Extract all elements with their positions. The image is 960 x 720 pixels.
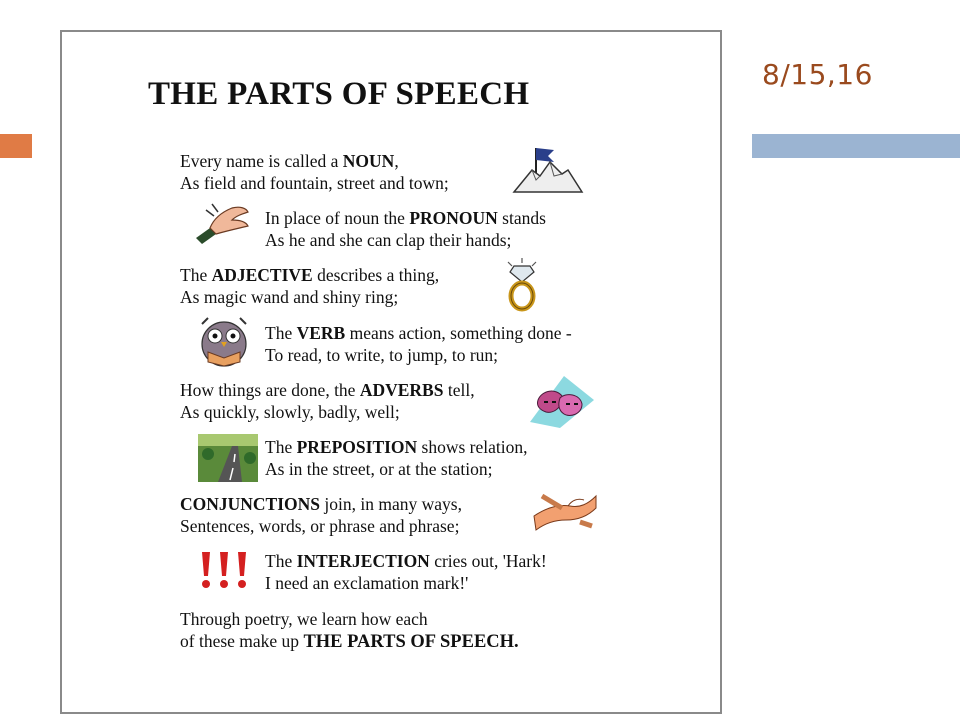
- text: As field and fountain, street and town;: [180, 173, 449, 193]
- text: describes a thing,: [312, 265, 440, 285]
- keyword: CONJUNCTIONS: [180, 494, 321, 514]
- keyword: THE PARTS OF SPEECH.: [303, 632, 519, 652]
- theater-masks-icon: [524, 374, 600, 430]
- stanza-line-1: [180, 493, 462, 515]
- text: The: [265, 437, 297, 457]
- stanza-line-1: [180, 150, 449, 172]
- stanza-adverbs: [180, 379, 475, 423]
- mountain-flag-icon: [510, 140, 584, 194]
- stanza-conjunctions: [180, 493, 462, 537]
- text: The: [180, 265, 212, 285]
- text: The: [265, 551, 297, 571]
- stanza-verb: [265, 322, 572, 366]
- text: To read, to write, to jump, to run;: [265, 345, 499, 365]
- text: cries out, 'Hark!: [429, 551, 547, 571]
- text: shows relation,: [417, 437, 528, 457]
- closing-stanza: [180, 608, 519, 653]
- text: In place of noun the: [265, 208, 410, 228]
- stanza-line-1: [265, 550, 547, 572]
- stanza-line-2: [180, 172, 449, 194]
- text: ,: [394, 151, 399, 171]
- stanza-line-2: [265, 229, 546, 251]
- keyword: PREPOSITION: [296, 437, 418, 457]
- stanza-adjective: [180, 264, 439, 308]
- stanza-line-2: [180, 286, 439, 308]
- text: As quickly, slowly, badly, well;: [180, 402, 400, 422]
- poster-title: THE PARTS OF SPEECH: [148, 76, 530, 112]
- owl-reading-icon: [194, 314, 256, 370]
- text: Sentences, words, or phrase and phrase;: [180, 516, 460, 536]
- keyword: ADVERBS: [359, 380, 444, 400]
- stanza-line-2: [180, 515, 462, 537]
- stanza-line-1: [265, 207, 546, 229]
- keyword: INTERJECTION: [296, 551, 430, 571]
- keyword: VERB: [296, 323, 346, 343]
- text: Every name is called a: [180, 151, 343, 171]
- text: stands: [497, 208, 546, 228]
- parts-of-speech-poster: [60, 30, 722, 714]
- text: As magic wand and shiny ring;: [180, 287, 399, 307]
- text: means action, something done -: [345, 323, 572, 343]
- stanza-line-2: [265, 458, 528, 480]
- stanza-line-2: [265, 572, 547, 594]
- keyword: NOUN: [342, 151, 395, 171]
- text: I need an exclamation mark!': [265, 573, 469, 593]
- stanza-line-1: [265, 322, 572, 344]
- stanza-line-1: [180, 264, 439, 286]
- text: tell,: [443, 380, 475, 400]
- text: As in the street, or at the station;: [265, 459, 493, 479]
- stanza-pronoun: [265, 207, 546, 251]
- text: How things are done, the: [180, 380, 360, 400]
- closing-line-1: Through poetry, we learn how each: [180, 609, 428, 629]
- stanza-noun: [180, 150, 449, 194]
- stanza-line-1: [180, 379, 475, 401]
- stanza-line-2: [180, 401, 475, 423]
- accent-bar-right: [752, 134, 960, 158]
- text: The: [265, 323, 297, 343]
- keyword: ADJECTIVE: [211, 265, 313, 285]
- diamond-ring-icon: [502, 258, 542, 312]
- closing-line-2: [180, 630, 519, 653]
- text: As he and she can clap their hands;: [265, 230, 512, 250]
- stanza-line-1: [265, 436, 528, 458]
- clapping-hands-icon: [192, 198, 254, 246]
- stanza-interjection: [265, 550, 547, 594]
- exclamation-marks-icon: [198, 550, 252, 590]
- text: of these make up: [180, 631, 304, 651]
- keyword: PRONOUN: [409, 208, 498, 228]
- joined-hands-icon: [532, 486, 598, 532]
- slide-date: 8/15,16: [762, 58, 873, 91]
- accent-bar-left: [0, 134, 32, 158]
- stanza-preposition: [265, 436, 528, 480]
- stanza-line-2: [265, 344, 572, 366]
- text: join, in many ways,: [320, 494, 462, 514]
- road-landscape-icon: [198, 434, 258, 482]
